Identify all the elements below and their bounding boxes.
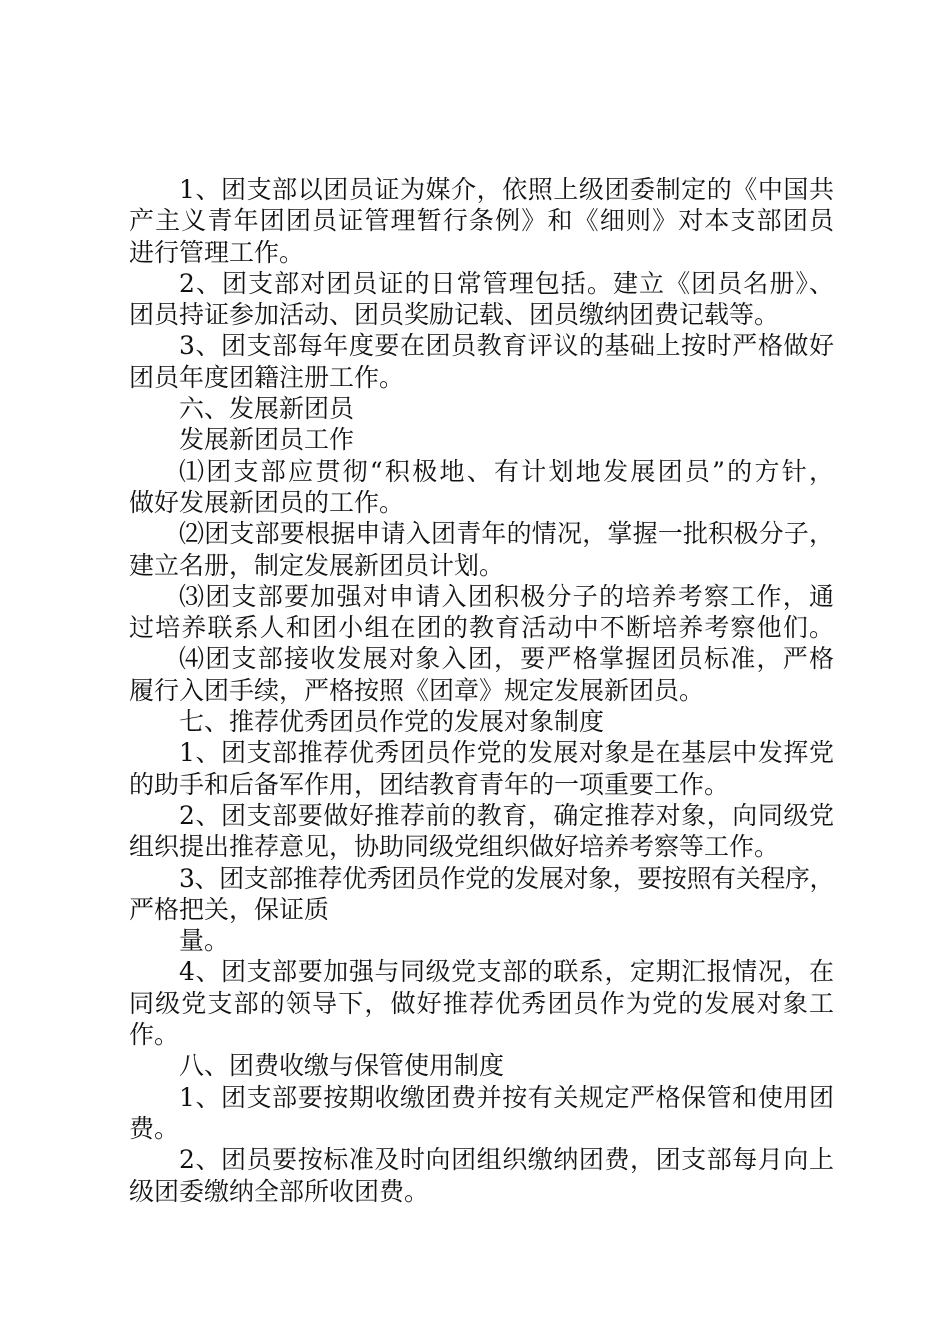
text-line: 八、团费收缴与保管使用制度 [179, 1051, 505, 1081]
text-line: 过培养联系人和团小组在团的教育活动中不断培养考察他们。 [129, 613, 834, 643]
text-line: 2、团支部对团员证的日常管理包括。建立《团员名册》、 [179, 268, 834, 298]
text-line: 产主义青年团团员证管理暂行条例》和《细则》对本支部团员 [129, 206, 834, 236]
text-line: 同级党支部的领导下，做好推荐优秀团员作为党的发展对象工 [129, 988, 834, 1018]
text-line: 4、团支部要加强与同级党支部的联系，定期汇报情况，在 [179, 957, 834, 987]
text-line: 2、团员要按标准及时向团组织缴纳团费，团支部每月向上 [179, 1145, 834, 1175]
text-line: 作。 [129, 1020, 180, 1050]
text-line: 2、团支部要做好推荐前的教育，确定推荐对象，向同级党 [179, 800, 834, 830]
document-body [129, 174, 834, 1207]
text-line: 1、团支部以团员证为媒介，依照上级团委制定的《中国共 [179, 175, 834, 204]
text-line: 发展新团员工作 [179, 425, 355, 455]
text-line: 七、推荐优秀团员作党的发展对象制度 [179, 707, 605, 737]
text-line: 费。 [129, 1113, 180, 1143]
text-line: ⑶团支部要加强对申请入团积极分子的培养考察工作，通 [179, 581, 834, 611]
text-line: ⑴团支部应贯彻“积极地、有计划地发展团员”的方针， [179, 456, 834, 486]
text-line: 1、团支部推荐优秀团员作党的发展对象是在基层中发挥党 [179, 738, 834, 768]
text-line: 团员年度团籍注册工作。 [129, 362, 405, 392]
text-line: 做好发展新团员的工作。 [129, 487, 405, 517]
text-line: 组织提出推荐意见，协助同级党组织做好培养考察等工作。 [129, 832, 780, 862]
text-line: 严格把关，保证质 [129, 894, 330, 924]
text-line: 3、团支部推荐优秀团员作党的发展对象，要按照有关程序， [179, 863, 834, 893]
text-line: 履行入团手续，严格按照《团章》规定发展新团员。 [129, 675, 705, 705]
text-line: 建立名册，制定发展新团员计划。 [129, 550, 505, 580]
text-line: 级团委缴纳全部所收团费。 [129, 1176, 430, 1206]
text-line: 量。 [179, 926, 230, 956]
text-line: ⑵团支部要根据申请入团青年的情况，掌握一批积极分子， [179, 519, 834, 549]
text-line: 六、发展新团员 [179, 394, 355, 424]
text-line: 1、团支部要按期收缴团费并按有关规定严格保管和使用团 [179, 1082, 834, 1112]
text-line: 团员持证参加活动、团员奖励记载、团员缴纳团费记载等。 [129, 300, 780, 330]
text-line: 进行管理工作。 [129, 237, 305, 267]
text-line: ⑷团支部接收发展对象入团，要严格掌握团员标准，严格 [179, 644, 834, 674]
text-line: 的助手和后备军作用，团结教育青年的一项重要工作。 [129, 769, 730, 799]
text-line: 3、团支部每年度要在团员教育评议的基础上按时严格做好 [179, 331, 834, 361]
